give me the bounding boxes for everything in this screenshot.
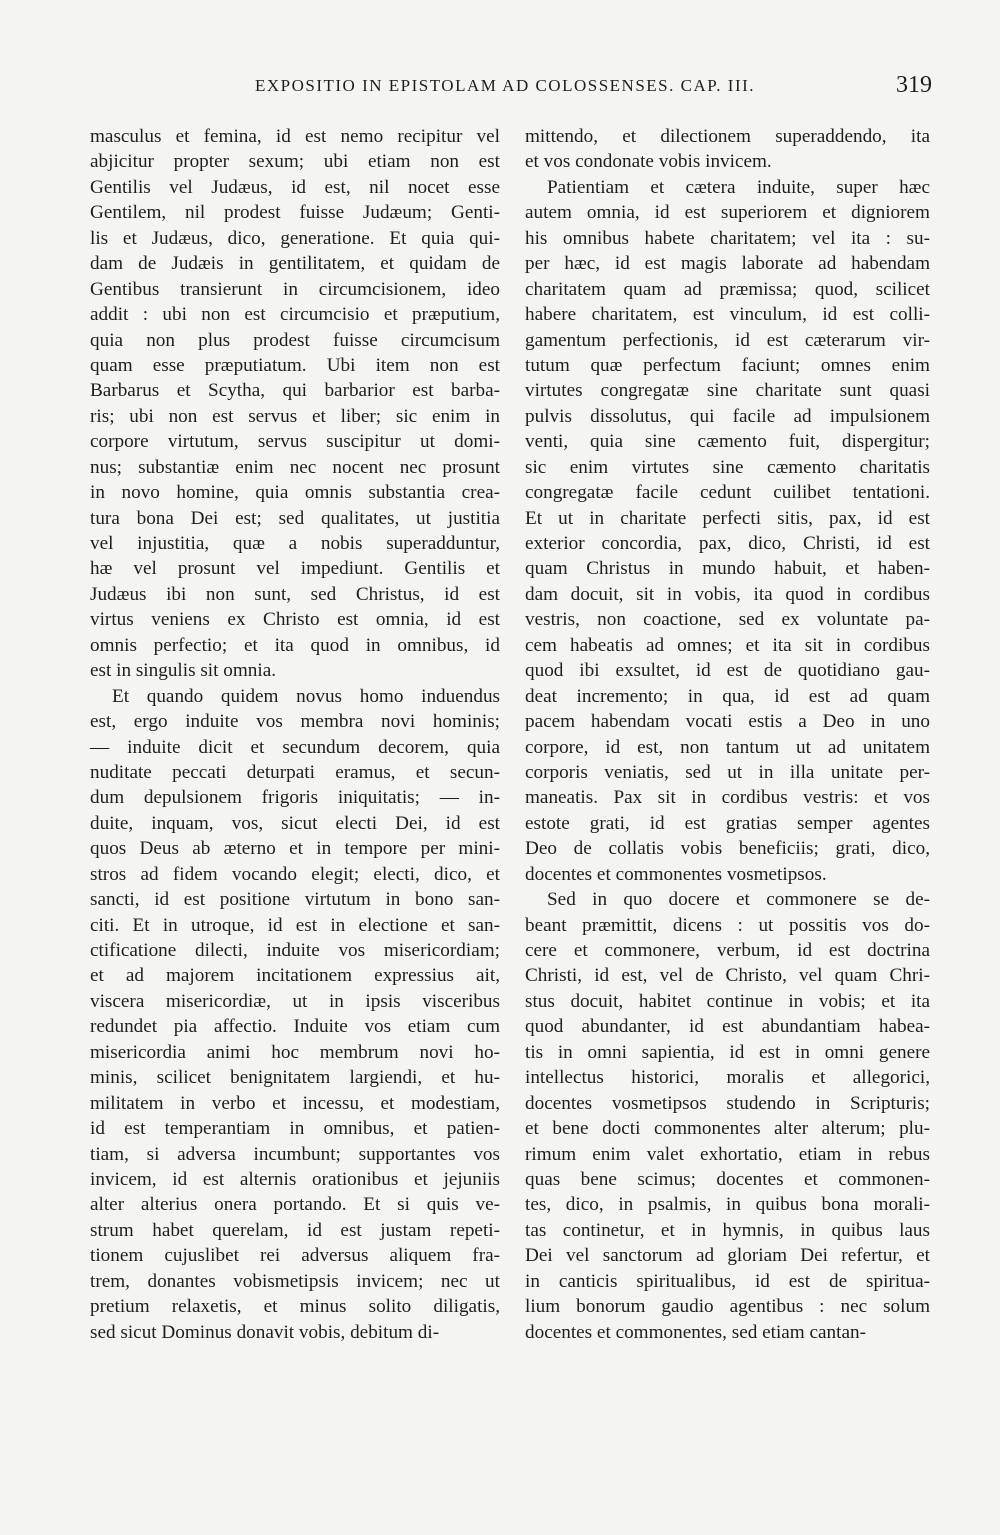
right-text-column (525, 124, 930, 1345)
text-line: Et quando quidem novus homo induendus (112, 685, 500, 707)
text-line: minis, scilicet benignitatem largiendi, et hu- (90, 1067, 500, 1089)
text-line: deat incremento; in qua, id est ad quam (525, 685, 930, 707)
text-line: Gentibus transierunt in circumcisionem, ideo (90, 278, 500, 300)
text-line: corporis veniatis, sed ut in illa unitate per- (525, 761, 930, 783)
text-line: congregatæ facile cedunt cuilibet tentationi. (525, 482, 930, 504)
text-line: quos Deus ab æterno et in tempore per mini- (90, 838, 500, 860)
text-line: quia non plus prodest fuisse circumcisum (90, 329, 500, 351)
text-line: ctificatione dilecti, induite vos misericordiam; (90, 940, 500, 961)
text-line: quam Christus in mundo habuit, et haben- (525, 558, 930, 580)
text-line: docentes et commonentes vosmetipsos. (525, 863, 827, 885)
text-line: virtus veniens ex Christo est omnia, id est (90, 609, 500, 631)
text-line: nus; substantiæ enim nec nocent nec prosunt (90, 456, 500, 478)
text-line: vestris, non coactione, sed ex voluntate pa- (525, 609, 930, 631)
left-text-column (90, 124, 500, 1345)
text-line: quam esse præputiatum. Ubi item non est (90, 354, 500, 376)
text-line: stus docuit, habitet continue in vobis; et ita (525, 990, 930, 1012)
text-line: intellectus historici, moralis et allegorici, (525, 1067, 930, 1089)
text-line: Dei vel sanctorum ad gloriam Dei refertur, et (525, 1245, 930, 1267)
text-line: Judæus ibi non sunt, sed Christus, id est (90, 583, 500, 605)
text-line: docentes et commonentes, sed etiam cantan- (525, 1321, 866, 1343)
text-line: docentes vosmetipsos studendo in Scripturis; (525, 1092, 930, 1114)
text-line: gamentum perfectionis, id est cæterarum vir- (525, 329, 930, 351)
text-line: rimum enim valet exhortatio, etiam in rebus (525, 1143, 930, 1165)
text-line: — induite dicit et secundum decorem, quia (90, 736, 500, 758)
text-line: est, ergo induite vos membra novi hominis; (90, 711, 500, 733)
text-line: stros ad fidem vocando elegit; electi, dico, et (90, 863, 500, 885)
text-line: tutum quæ perfectum faciunt; omnes enim (525, 354, 930, 376)
text-line: in canticis spiritualibus, id est de spiritua- (525, 1270, 930, 1292)
text-line: habere charitatem, est vinculum, id est colli- (525, 304, 930, 326)
text-line: viscera misericordiæ, ut in ipsis visceribus (90, 990, 500, 1012)
text-line: quod abundanter, id est abundantiam habea- (525, 1016, 930, 1038)
text-line: cere et commonere, verbum, id est doctrina (525, 940, 930, 961)
text-line: ris; ubi non est servus et liber; sic enim in (90, 405, 500, 427)
text-line: sed sicut Dominus donavit vobis, debitum di- (90, 1321, 440, 1343)
text-line: corpore, id est, non tantum ut ad unitatem (525, 736, 930, 758)
text-line: omnis perfectio; et ita quod in omnibus, id (90, 634, 500, 656)
text-line: et bene docti commonentes alter alterum; plu- (525, 1118, 930, 1140)
text-line: per hæc, id est magis laborate ad habendam (525, 253, 930, 275)
text-line: addit : ubi non est circumcisio et præputium, (90, 304, 500, 326)
text-line: Gentilis vel Judæus, id est, nil nocet esse (90, 176, 500, 198)
text-line: invicem, id est alternis orationibus et jejuniis (90, 1168, 500, 1190)
text-line: dum depulsionem frigoris iniquitatis; — in- (90, 787, 500, 809)
text-line: pulvis dissolutus, qui facile ad impulsionem (525, 405, 930, 427)
page-number: 319 (896, 72, 932, 98)
text-line: Et ut in charitate perfecti sitis, pax, id est (525, 507, 930, 529)
text-line: strum habet querelam, id est justam repeti- (90, 1219, 500, 1241)
text-line: Gentilem, nil prodest fuisse Judæum; Genti- (90, 202, 500, 224)
text-line: Barbarus et Scytha, qui barbarior est barba- (90, 380, 500, 402)
text-line: nuditate peccati deturpati eramus, et secun- (90, 761, 500, 783)
text-line: tionem cujuslibet rei adversus aliquem fra- (90, 1245, 500, 1267)
text-line: exterior concordia, pax, dico, Christi, id est (525, 533, 930, 554)
text-line: sic enim virtutes sine cæmento charitatis (525, 456, 930, 478)
text-line: misericordia animi hoc membrum novi ho- (90, 1041, 500, 1063)
text-line: abjicitur propter sexum; ubi etiam non est (90, 151, 500, 173)
text-line: citi. Et in utroque, id est in electione et san- (90, 914, 500, 936)
text-line: his omnibus habete charitatem; vel ita : su- (525, 227, 930, 249)
text-line: et vos condonate vobis invicem. (525, 151, 772, 173)
text-line: virtutes congregatæ sine charitate sunt quasi (525, 380, 930, 402)
running-title: EXPOSITIO IN EPISTOLAM AD COLOSSENSES. CAP. III. (255, 76, 756, 95)
text-line: redundet pia affectio. Induite vos etiam cum (90, 1016, 500, 1038)
text-line: sancti, id est positione virtutum in bono san- (90, 889, 500, 911)
text-line: beant præmittit, dicens : ut possitis vos do- (525, 914, 930, 936)
text-line: Patientiam et cætera induite, super hæc (547, 176, 930, 198)
text-line: alter alterius onera portando. Et si quis ve- (90, 1194, 500, 1216)
text-line: Christi, id est, vel de Christo, vel quam Chri- (525, 965, 930, 987)
text-line: pacem habendam vocati estis a Deo in uno (525, 711, 930, 733)
text-line: quas bene scimus; docentes et commonen- (525, 1168, 930, 1190)
text-line: in novo homine, quia omnis substantia crea- (90, 482, 500, 504)
text-line: dam de Judæis in gentilitatem, et quidam de (90, 253, 500, 275)
text-line: et ad majorem incitationem expressius ait, (90, 965, 500, 987)
page-header (0, 72, 1000, 106)
text-line: pretium relaxetis, et minus solito diligatis, (90, 1296, 500, 1318)
text-line: maneatis. Pax sit in cordibus vestris: et vos (525, 787, 930, 809)
text-line: lium bonorum gaudio agentibus : nec solum (525, 1296, 930, 1318)
text-line: tiam, si adversa incumbunt; supportantes vos (90, 1143, 500, 1165)
text-line: cem habeatis ad omnes; et ita sit in cordibus (525, 634, 930, 656)
text-line: masculus et femina, id est nemo recipitur vel (90, 126, 500, 147)
text-line: Sed in quo docere et commonere se de- (547, 889, 930, 911)
text-line: quod ibi exsultet, id est de quotidiano gau- (525, 660, 930, 682)
text-line: trem, donantes vobismetipsis invicem; nec ut (90, 1270, 500, 1292)
text-line: tes, dico, in psalmis, in quibus bona morali- (525, 1194, 930, 1216)
text-line: corpore virtutum, servus suscipitur ut domi- (90, 431, 500, 453)
text-line: est in singulis sit omnia. (90, 660, 277, 682)
text-line: venti, quia sine cæmento fuit, dispergitur; (525, 431, 930, 453)
text-line: Deo de collatis vobis beneficiis; grati, dico, (525, 838, 930, 860)
text-line: vel injustitia, quæ a nobis superadduntur, (90, 533, 500, 554)
text-line: mittendo, et dilectionem superaddendo, ita (525, 126, 930, 147)
text-line: militatem in verbo et incessu, et modestiam, (90, 1092, 500, 1114)
text-line: dam docuit, sit in vobis, ita quod in cordibus (525, 583, 930, 605)
text-line: tis in omni sapientia, id est in omni genere (525, 1041, 930, 1063)
text-line: lis et Judæus, dico, generatione. Et quia qui- (90, 227, 500, 249)
text-line: autem omnia, id est superiorem et digniorem (525, 202, 930, 224)
text-line: estote grati, id est gratias semper agentes (525, 812, 930, 834)
text-line: tas continetur, et in hymnis, in quibus laus (525, 1219, 930, 1241)
text-line: duite, inquam, vos, sicut electi Dei, id est (90, 812, 500, 834)
text-line: hæ vel prosunt vel impediunt. Gentilis et (90, 558, 500, 580)
text-line: id est temperantiam in omnibus, et patien- (90, 1118, 500, 1140)
text-line: tura bona Dei est; sed qualitates, ut justitia (90, 507, 500, 529)
text-line: charitatem quam ad præmissa; quod, scilicet (525, 278, 930, 300)
